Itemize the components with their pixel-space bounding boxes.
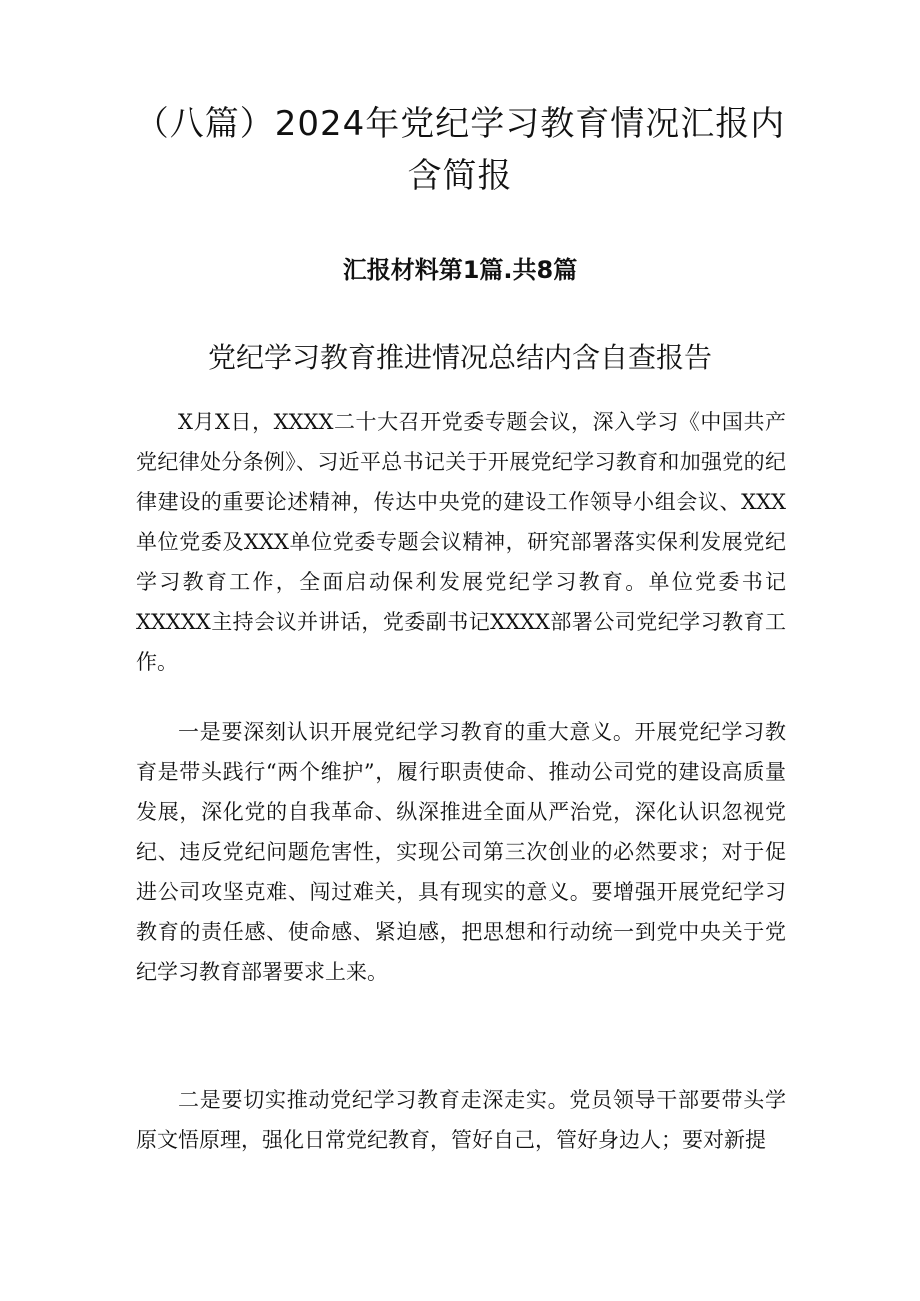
document-title: （八篇）2024年党纪学习教育情况汇报内含简报 xyxy=(134,104,786,196)
body-paragraph-1: X月X日，XXXX二十大召开党委专题会议，深入学习《中国共产党纪律处分条例》、习近平总书记关于开展党纪学习教育和加强党的纪律建设的重要论述精神，传达中央党的建设工作领导小组会议、XXX单位党委及XXX单位党委专题会议精神，研究部署落实保利发展党纪学习教育工作，全面启动保利发展党纪学习教育。单位党委书记XXXXX主持会议并讲话，党委副书记XXXX部署公司党纪学习教育工作。 xyxy=(136,410,786,674)
body-paragraph-2: 一是要深刻认识开展党纪学习教育的重大意义。开展党纪学习教育是带头践行“两个维护”，履行职责使命、推动公司党的建设高质量发展，深化党的自我革命、纵深推进全面从严治党，深化认识忽视党纪、违反党纪问题危害性，实现公司第三次创业的必然要求；对于促进公司攻坚克难、闯过难关，具有现实的意义。要增强开展党纪学习教育的责任感、使命感、紧迫感，把思想和行动统一到党中央关于党纪学习教育部署要求上来。 xyxy=(136,720,786,984)
section-heading: 党纪学习教育推进情况总结内含自查报告 xyxy=(207,341,712,374)
document-subtitle: 汇报材料第1篇.共8篇 xyxy=(342,256,578,284)
body-paragraph-3: 二是要切实推动党纪学习教育走深走实。党员领导干部要带头学原文悟原理，强化日常党纪教育，管好自己，管好身边人；要对新提 xyxy=(136,1088,786,1152)
